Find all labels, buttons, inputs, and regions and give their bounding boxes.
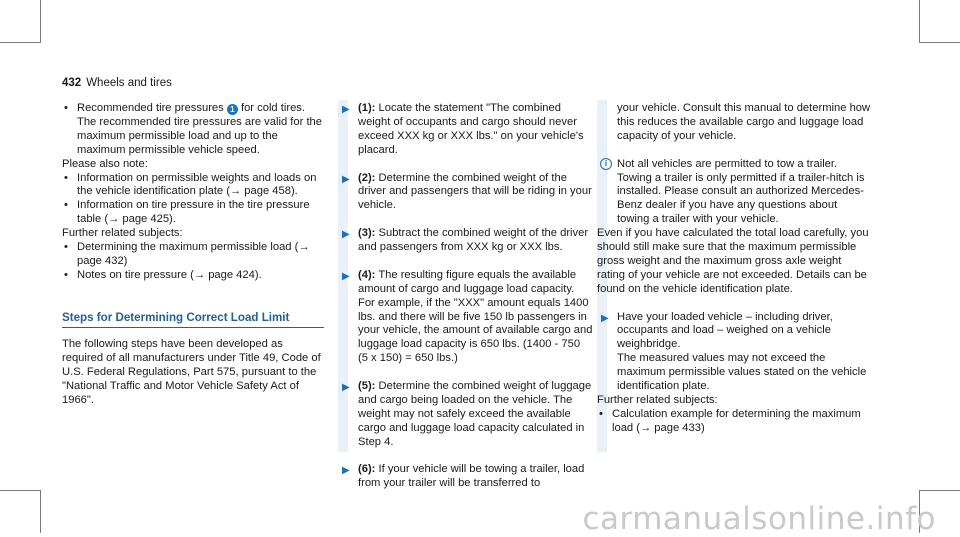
bullet-recommended-pressures bbox=[62, 102, 322, 158]
crop-mark bbox=[40, 490, 41, 533]
step-1 bbox=[338, 102, 593, 158]
crop-mark bbox=[919, 490, 960, 491]
step-arrow-icon: ▶ bbox=[342, 104, 350, 115]
page-number: 432 bbox=[62, 77, 82, 89]
step-text: Subtract the combined weight of the driver and passengers from XXX kg or XXX lbs. bbox=[358, 227, 589, 254]
info-icon: i bbox=[600, 158, 612, 170]
step-text: Determine the combined weight of the driver and passengers that will be riding in your vehicle. bbox=[358, 171, 592, 212]
section-heading: Steps for Determining Correct Load Limit bbox=[62, 311, 324, 329]
step-arrow-icon: ▶ bbox=[342, 465, 350, 477]
step-arrow-icon: ▶ bbox=[342, 382, 350, 394]
section-title: Wheels and tires bbox=[86, 77, 172, 89]
step-4 bbox=[338, 269, 593, 366]
step-arrow-icon: ▶ bbox=[601, 312, 609, 324]
even-if-paragraph: Even if you have calculated the total load carefully, you should still make sure that the maximum permissible gross weight and the maximum gross axle weight rating of your vehicle are not exceeded. Details can be found on the vehicle identification plate. bbox=[597, 227, 869, 295]
watermark: carmanualsonline.info bbox=[582, 501, 936, 537]
please-note: Please also note: bbox=[62, 157, 148, 170]
step-5 bbox=[338, 380, 593, 450]
action-weigh bbox=[597, 311, 872, 394]
step-label: (2): bbox=[358, 171, 376, 184]
crop-mark bbox=[40, 0, 41, 43]
bullet-info-plate: • Information on permissible weights and loads on the vehicle identification plate (→ page 458). bbox=[62, 172, 322, 200]
bullet-text: Recommended tire pressures bbox=[77, 102, 224, 114]
step-arrow-icon: ▶ bbox=[342, 229, 350, 241]
further-subjects: Further related subjects: bbox=[597, 394, 718, 406]
step-text: If your vehicle will be towing a trailer, load from your trailer will be transferred to bbox=[358, 463, 585, 490]
action-text: Have your loaded vehicle – including driver, occupants and load – weighed on a vehicle weighbridge. bbox=[617, 310, 833, 351]
bullet-info-pressure: • Information on tire pressure in the tire pressure table (→ page 425). bbox=[62, 199, 322, 227]
step-2 bbox=[338, 172, 593, 214]
step-label: (1): bbox=[358, 102, 376, 114]
step-text: The resulting figure equals the available amount of cargo and luggage load capacity. For example, if the "XXX" amount equals 1400 lbs. and there will be five 150 lb passengers in your vehicle, the amount of available cargo and luggage load capacity is 650 lbs. (1400 - 750 (5 x 150) = 650 lbs.) bbox=[358, 268, 593, 365]
step-6 bbox=[338, 463, 593, 491]
crop-mark bbox=[0, 490, 41, 491]
step-label: (6): bbox=[358, 463, 376, 476]
crop-mark bbox=[919, 0, 920, 43]
link-tire-pressure[interactable]: • Notes on tire pressure (→ page 424). bbox=[62, 269, 322, 283]
step-text: Determine the combined weight of luggage and cargo being loaded on the vehicle. The weight may not safely exceed the available cargo and luggage load capacity calculated in Step 4. bbox=[358, 380, 592, 448]
crop-mark bbox=[0, 42, 41, 43]
page-header bbox=[62, 77, 172, 91]
callout-badge: 1 bbox=[227, 104, 238, 115]
step-arrow-icon: ▶ bbox=[342, 270, 350, 282]
step-label: (3): bbox=[358, 227, 376, 240]
link-max-load[interactable]: • Determining the maximum permissible load (→ page 432) bbox=[62, 241, 322, 269]
step-arrow-icon: ▶ bbox=[342, 173, 350, 185]
step-label: (5): bbox=[358, 380, 376, 393]
action-result: The measured values may not exceed the maximum permissible values stated on the vehicle identification plate. bbox=[617, 352, 867, 393]
crop-mark bbox=[919, 42, 960, 43]
info-note-text: Not all vehicles are permitted to tow a trailer. Towing a trailer is only permitted if a trailer-hitch is installed. Please consult an authorized Mercedes-Benz dealer if you have any questions about towing a trailer with your vehicle. bbox=[617, 157, 865, 226]
step-3 bbox=[338, 227, 593, 255]
further-subjects: Further related subjects: bbox=[62, 227, 183, 240]
link-calc-example[interactable]: • Calculation example for determining the maximum load (→ page 433) bbox=[597, 408, 872, 436]
section-body: The following steps have been developed as required of all manufacturers under Title 49, Code of U.S. Federal Regulations, Part 575, pursuant to the "National Traffic and Motor Vehicle Safety Act of 1966". bbox=[62, 338, 321, 407]
column-right bbox=[597, 102, 872, 436]
step-text: Locate the statement "The combined weight of occupants and cargo should never exceed XXX kg or XXX lbs." on your vehicle's placard. bbox=[358, 102, 584, 156]
column-middle bbox=[338, 102, 593, 505]
info-note bbox=[597, 158, 872, 228]
step-6-continuation: your vehicle. Consult this manual to determine how this reduces the available cargo and luggage load capacity of your vehicle. bbox=[617, 102, 871, 142]
bullet-text: for cold tires. The recommended tire pressures are valid for the maximum permissible load and up to the maximum permissible vehicle speed. bbox=[77, 102, 322, 156]
column-left bbox=[62, 102, 322, 408]
step-label: (4): bbox=[358, 268, 376, 281]
